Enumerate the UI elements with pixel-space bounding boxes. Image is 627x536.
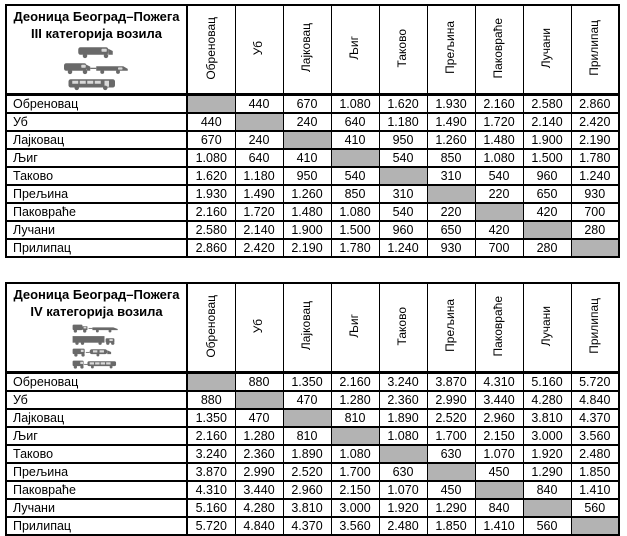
price-cell: 810 <box>283 427 331 445</box>
vehicle-icons <box>7 323 186 370</box>
price-cell: 2.960 <box>475 409 523 427</box>
column-header: Прељина <box>427 283 475 372</box>
price-cell: 1.780 <box>571 149 619 167</box>
price-cell: 1.350 <box>283 372 331 391</box>
price-cell: 420 <box>475 221 523 239</box>
price-cell: 1.720 <box>235 203 283 221</box>
price-cell: 1.410 <box>475 517 523 535</box>
table-row <box>6 427 619 445</box>
price-cell: 3.000 <box>331 499 379 517</box>
price-cell: 4.280 <box>523 391 571 409</box>
price-cell: 560 <box>571 499 619 517</box>
row-header: Таково <box>6 167 187 185</box>
price-cell: 1.080 <box>187 149 235 167</box>
price-cell: 1.070 <box>379 481 427 499</box>
price-cell: 470 <box>283 391 331 409</box>
price-cell: 2.140 <box>523 113 571 131</box>
price-cell: 2.990 <box>427 391 475 409</box>
row-header: Паковраће <box>6 481 187 499</box>
price-cell: 2.360 <box>379 391 427 409</box>
price-cell: 1.890 <box>283 445 331 463</box>
diagonal-cell <box>379 445 427 463</box>
price-cell: 3.240 <box>187 445 235 463</box>
truck-with-bus-trailer-icon <box>7 359 186 370</box>
table-row <box>6 481 619 499</box>
table-row <box>6 167 619 185</box>
price-cell: 3.870 <box>427 372 475 391</box>
price-cell: 2.140 <box>235 221 283 239</box>
column-header: Уб <box>235 5 283 94</box>
table-row <box>6 499 619 517</box>
price-cell: 930 <box>571 185 619 203</box>
truck-with-trailer-icon <box>7 323 186 334</box>
table-row <box>6 409 619 427</box>
table-row <box>6 463 619 481</box>
price-cell: 640 <box>331 113 379 131</box>
price-cell: 1.410 <box>571 481 619 499</box>
price-cell: 1.900 <box>283 221 331 239</box>
price-cell: 2.420 <box>571 113 619 131</box>
price-cell: 2.150 <box>475 427 523 445</box>
truck-with-caravan-icon <box>7 347 186 358</box>
price-cell: 280 <box>523 239 571 257</box>
price-cell: 1.700 <box>331 463 379 481</box>
table-row <box>6 372 619 391</box>
price-cell: 630 <box>427 445 475 463</box>
price-cell: 410 <box>283 149 331 167</box>
table-title: Деоница Београд–Пожега <box>13 287 180 302</box>
price-cell: 2.160 <box>187 427 235 445</box>
price-cell: 4.840 <box>235 517 283 535</box>
price-cell: 950 <box>379 131 427 149</box>
table-row <box>6 113 619 131</box>
price-cell: 670 <box>283 94 331 113</box>
price-cell: 1.240 <box>571 167 619 185</box>
column-header: Паковраће <box>475 5 523 94</box>
price-cell: 4.840 <box>571 391 619 409</box>
column-header: Паковраће <box>475 283 523 372</box>
column-header: Обреновац <box>187 283 235 372</box>
price-cell: 1.930 <box>427 94 475 113</box>
price-cell: 850 <box>331 185 379 203</box>
price-cell: 2.520 <box>283 463 331 481</box>
table-row <box>6 239 619 257</box>
price-cell: 3.810 <box>523 409 571 427</box>
price-cell: 1.930 <box>187 185 235 203</box>
price-cell: 810 <box>331 409 379 427</box>
price-cell: 540 <box>331 167 379 185</box>
vehicle-icons <box>7 45 186 92</box>
price-cell: 240 <box>235 131 283 149</box>
category-3-toll-table <box>5 4 620 258</box>
price-cell: 540 <box>475 167 523 185</box>
row-header: Љиг <box>6 427 187 445</box>
column-header: Уб <box>235 283 283 372</box>
price-cell: 650 <box>427 221 475 239</box>
price-cell: 450 <box>427 481 475 499</box>
price-cell: 1.500 <box>523 149 571 167</box>
price-cell: 1.490 <box>427 113 475 131</box>
van-with-trailer-icon <box>7 61 186 76</box>
table-title-cell <box>6 5 187 94</box>
price-cell: 3.000 <box>523 427 571 445</box>
price-cell: 1.720 <box>475 113 523 131</box>
diagonal-cell <box>427 463 475 481</box>
category-4-toll-table <box>5 282 620 536</box>
table-row <box>6 149 619 167</box>
price-cell: 1.920 <box>523 445 571 463</box>
price-cell: 2.160 <box>475 94 523 113</box>
price-cell: 650 <box>523 185 571 203</box>
row-header: Лучани <box>6 221 187 239</box>
column-header: Лајковац <box>283 283 331 372</box>
price-cell: 2.580 <box>523 94 571 113</box>
price-cell: 2.150 <box>331 481 379 499</box>
price-cell: 1.080 <box>331 203 379 221</box>
price-cell: 440 <box>235 94 283 113</box>
price-cell: 5.160 <box>187 499 235 517</box>
price-cell: 1.180 <box>379 113 427 131</box>
diagonal-cell <box>379 167 427 185</box>
row-header: Прељина <box>6 463 187 481</box>
table-title: Деоница Београд–Пожега <box>13 9 180 24</box>
row-header: Уб <box>6 391 187 409</box>
price-cell: 540 <box>379 203 427 221</box>
price-cell: 2.190 <box>283 239 331 257</box>
price-cell: 1.500 <box>331 221 379 239</box>
column-header: Љиг <box>331 5 379 94</box>
table-row <box>6 94 619 113</box>
diagonal-cell <box>523 221 571 239</box>
column-header: Прилипац <box>571 5 619 94</box>
price-cell: 880 <box>235 372 283 391</box>
column-header: Лучани <box>523 283 571 372</box>
price-cell: 540 <box>379 149 427 167</box>
table-row <box>6 221 619 239</box>
header-row <box>6 283 619 372</box>
row-header: Лајковац <box>6 131 187 149</box>
price-cell: 3.440 <box>475 391 523 409</box>
price-cell: 1.290 <box>427 499 475 517</box>
table-subtitle: IV категорија возила <box>30 303 163 319</box>
row-header: Лајковац <box>6 409 187 427</box>
row-header: Обреновац <box>6 372 187 391</box>
price-cell: 640 <box>235 149 283 167</box>
price-cell: 4.370 <box>283 517 331 535</box>
price-cell: 2.860 <box>187 239 235 257</box>
price-cell: 1.780 <box>331 239 379 257</box>
price-cell: 1.490 <box>235 185 283 203</box>
price-cell: 2.480 <box>379 517 427 535</box>
price-cell: 2.580 <box>187 221 235 239</box>
row-header: Прилипац <box>6 517 187 535</box>
price-cell: 1.080 <box>331 94 379 113</box>
price-cell: 1.080 <box>379 427 427 445</box>
price-cell: 840 <box>523 481 571 499</box>
van-icon <box>7 45 186 60</box>
diagonal-cell <box>235 113 283 131</box>
row-header: Обреновац <box>6 94 187 113</box>
column-header: Љиг <box>331 283 379 372</box>
price-cell: 1.850 <box>571 463 619 481</box>
row-header: Прилипац <box>6 239 187 257</box>
price-cell: 4.310 <box>475 372 523 391</box>
price-cell: 4.310 <box>187 481 235 499</box>
price-cell: 1.180 <box>235 167 283 185</box>
table-subtitle: III категорија возила <box>31 25 162 41</box>
diagonal-cell <box>235 391 283 409</box>
price-cell: 1.480 <box>475 131 523 149</box>
price-cell: 3.560 <box>331 517 379 535</box>
price-cell: 1.070 <box>475 445 523 463</box>
table-row <box>6 131 619 149</box>
price-cell: 1.280 <box>331 391 379 409</box>
price-cell: 840 <box>475 499 523 517</box>
price-cell: 4.280 <box>235 499 283 517</box>
price-cell: 410 <box>331 131 379 149</box>
price-cell: 3.240 <box>379 372 427 391</box>
table-title-cell <box>6 283 187 372</box>
price-cell: 880 <box>187 391 235 409</box>
price-cell: 560 <box>523 517 571 535</box>
table-row <box>6 445 619 463</box>
diagonal-cell <box>283 409 331 427</box>
diagonal-cell <box>187 372 235 391</box>
price-cell: 700 <box>571 203 619 221</box>
price-cell: 1.900 <box>523 131 571 149</box>
price-cell: 240 <box>283 113 331 131</box>
price-cell: 5.720 <box>571 372 619 391</box>
price-cell: 3.560 <box>571 427 619 445</box>
price-cell: 1.480 <box>283 203 331 221</box>
box-truck-icon <box>7 335 186 346</box>
row-header: Љиг <box>6 149 187 167</box>
price-cell: 3.810 <box>283 499 331 517</box>
price-cell: 1.620 <box>187 167 235 185</box>
price-cell: 1.350 <box>187 409 235 427</box>
price-cell: 1.700 <box>427 427 475 445</box>
price-cell: 220 <box>427 203 475 221</box>
price-cell: 2.960 <box>283 481 331 499</box>
row-header: Лучани <box>6 499 187 517</box>
row-header: Прељина <box>6 185 187 203</box>
diagonal-cell <box>187 94 235 113</box>
row-header: Паковраће <box>6 203 187 221</box>
price-cell: 310 <box>379 185 427 203</box>
price-cell: 2.160 <box>187 203 235 221</box>
price-cell: 3.870 <box>187 463 235 481</box>
column-header: Прилипац <box>571 283 619 372</box>
diagonal-cell <box>283 131 331 149</box>
diagonal-cell <box>331 149 379 167</box>
price-cell: 4.370 <box>571 409 619 427</box>
diagonal-cell <box>331 427 379 445</box>
row-header: Уб <box>6 113 187 131</box>
price-cell: 220 <box>475 185 523 203</box>
price-cell: 630 <box>379 463 427 481</box>
price-cell: 2.860 <box>571 94 619 113</box>
table-row <box>6 203 619 221</box>
price-cell: 1.260 <box>427 131 475 149</box>
bus-icon <box>7 77 186 92</box>
price-cell: 670 <box>187 131 235 149</box>
price-cell: 1.620 <box>379 94 427 113</box>
price-cell: 450 <box>475 463 523 481</box>
price-cell: 1.280 <box>235 427 283 445</box>
column-header: Лајковац <box>283 5 331 94</box>
column-header: Таково <box>379 5 427 94</box>
table-row <box>6 517 619 535</box>
price-cell: 2.990 <box>235 463 283 481</box>
header-row <box>6 5 619 94</box>
diagonal-cell <box>427 185 475 203</box>
column-header: Таково <box>379 283 427 372</box>
diagonal-cell <box>475 203 523 221</box>
price-cell: 1.920 <box>379 499 427 517</box>
table-row <box>6 391 619 409</box>
price-cell: 960 <box>523 167 571 185</box>
price-cell: 310 <box>427 167 475 185</box>
diagonal-cell <box>523 499 571 517</box>
price-cell: 470 <box>235 409 283 427</box>
price-cell: 3.440 <box>235 481 283 499</box>
diagonal-cell <box>475 481 523 499</box>
price-cell: 2.520 <box>427 409 475 427</box>
price-cell: 2.360 <box>235 445 283 463</box>
diagonal-cell <box>571 517 619 535</box>
price-cell: 850 <box>427 149 475 167</box>
table-row <box>6 185 619 203</box>
row-header: Таково <box>6 445 187 463</box>
price-cell: 1.850 <box>427 517 475 535</box>
price-cell: 280 <box>571 221 619 239</box>
price-cell: 1.260 <box>283 185 331 203</box>
price-cell: 960 <box>379 221 427 239</box>
column-header: Лучани <box>523 5 571 94</box>
price-cell: 2.420 <box>235 239 283 257</box>
price-cell: 1.890 <box>379 409 427 427</box>
column-header: Прељина <box>427 5 475 94</box>
price-cell: 950 <box>283 167 331 185</box>
price-cell: 1.080 <box>475 149 523 167</box>
price-cell: 420 <box>523 203 571 221</box>
diagonal-cell <box>571 239 619 257</box>
price-cell: 1.080 <box>331 445 379 463</box>
price-cell: 1.240 <box>379 239 427 257</box>
price-cell: 2.480 <box>571 445 619 463</box>
price-cell: 2.190 <box>571 131 619 149</box>
price-cell: 1.290 <box>523 463 571 481</box>
column-header: Обреновац <box>187 5 235 94</box>
price-cell: 930 <box>427 239 475 257</box>
price-cell: 440 <box>187 113 235 131</box>
price-cell: 2.160 <box>331 372 379 391</box>
price-cell: 5.160 <box>523 372 571 391</box>
price-cell: 5.720 <box>187 517 235 535</box>
price-cell: 700 <box>475 239 523 257</box>
